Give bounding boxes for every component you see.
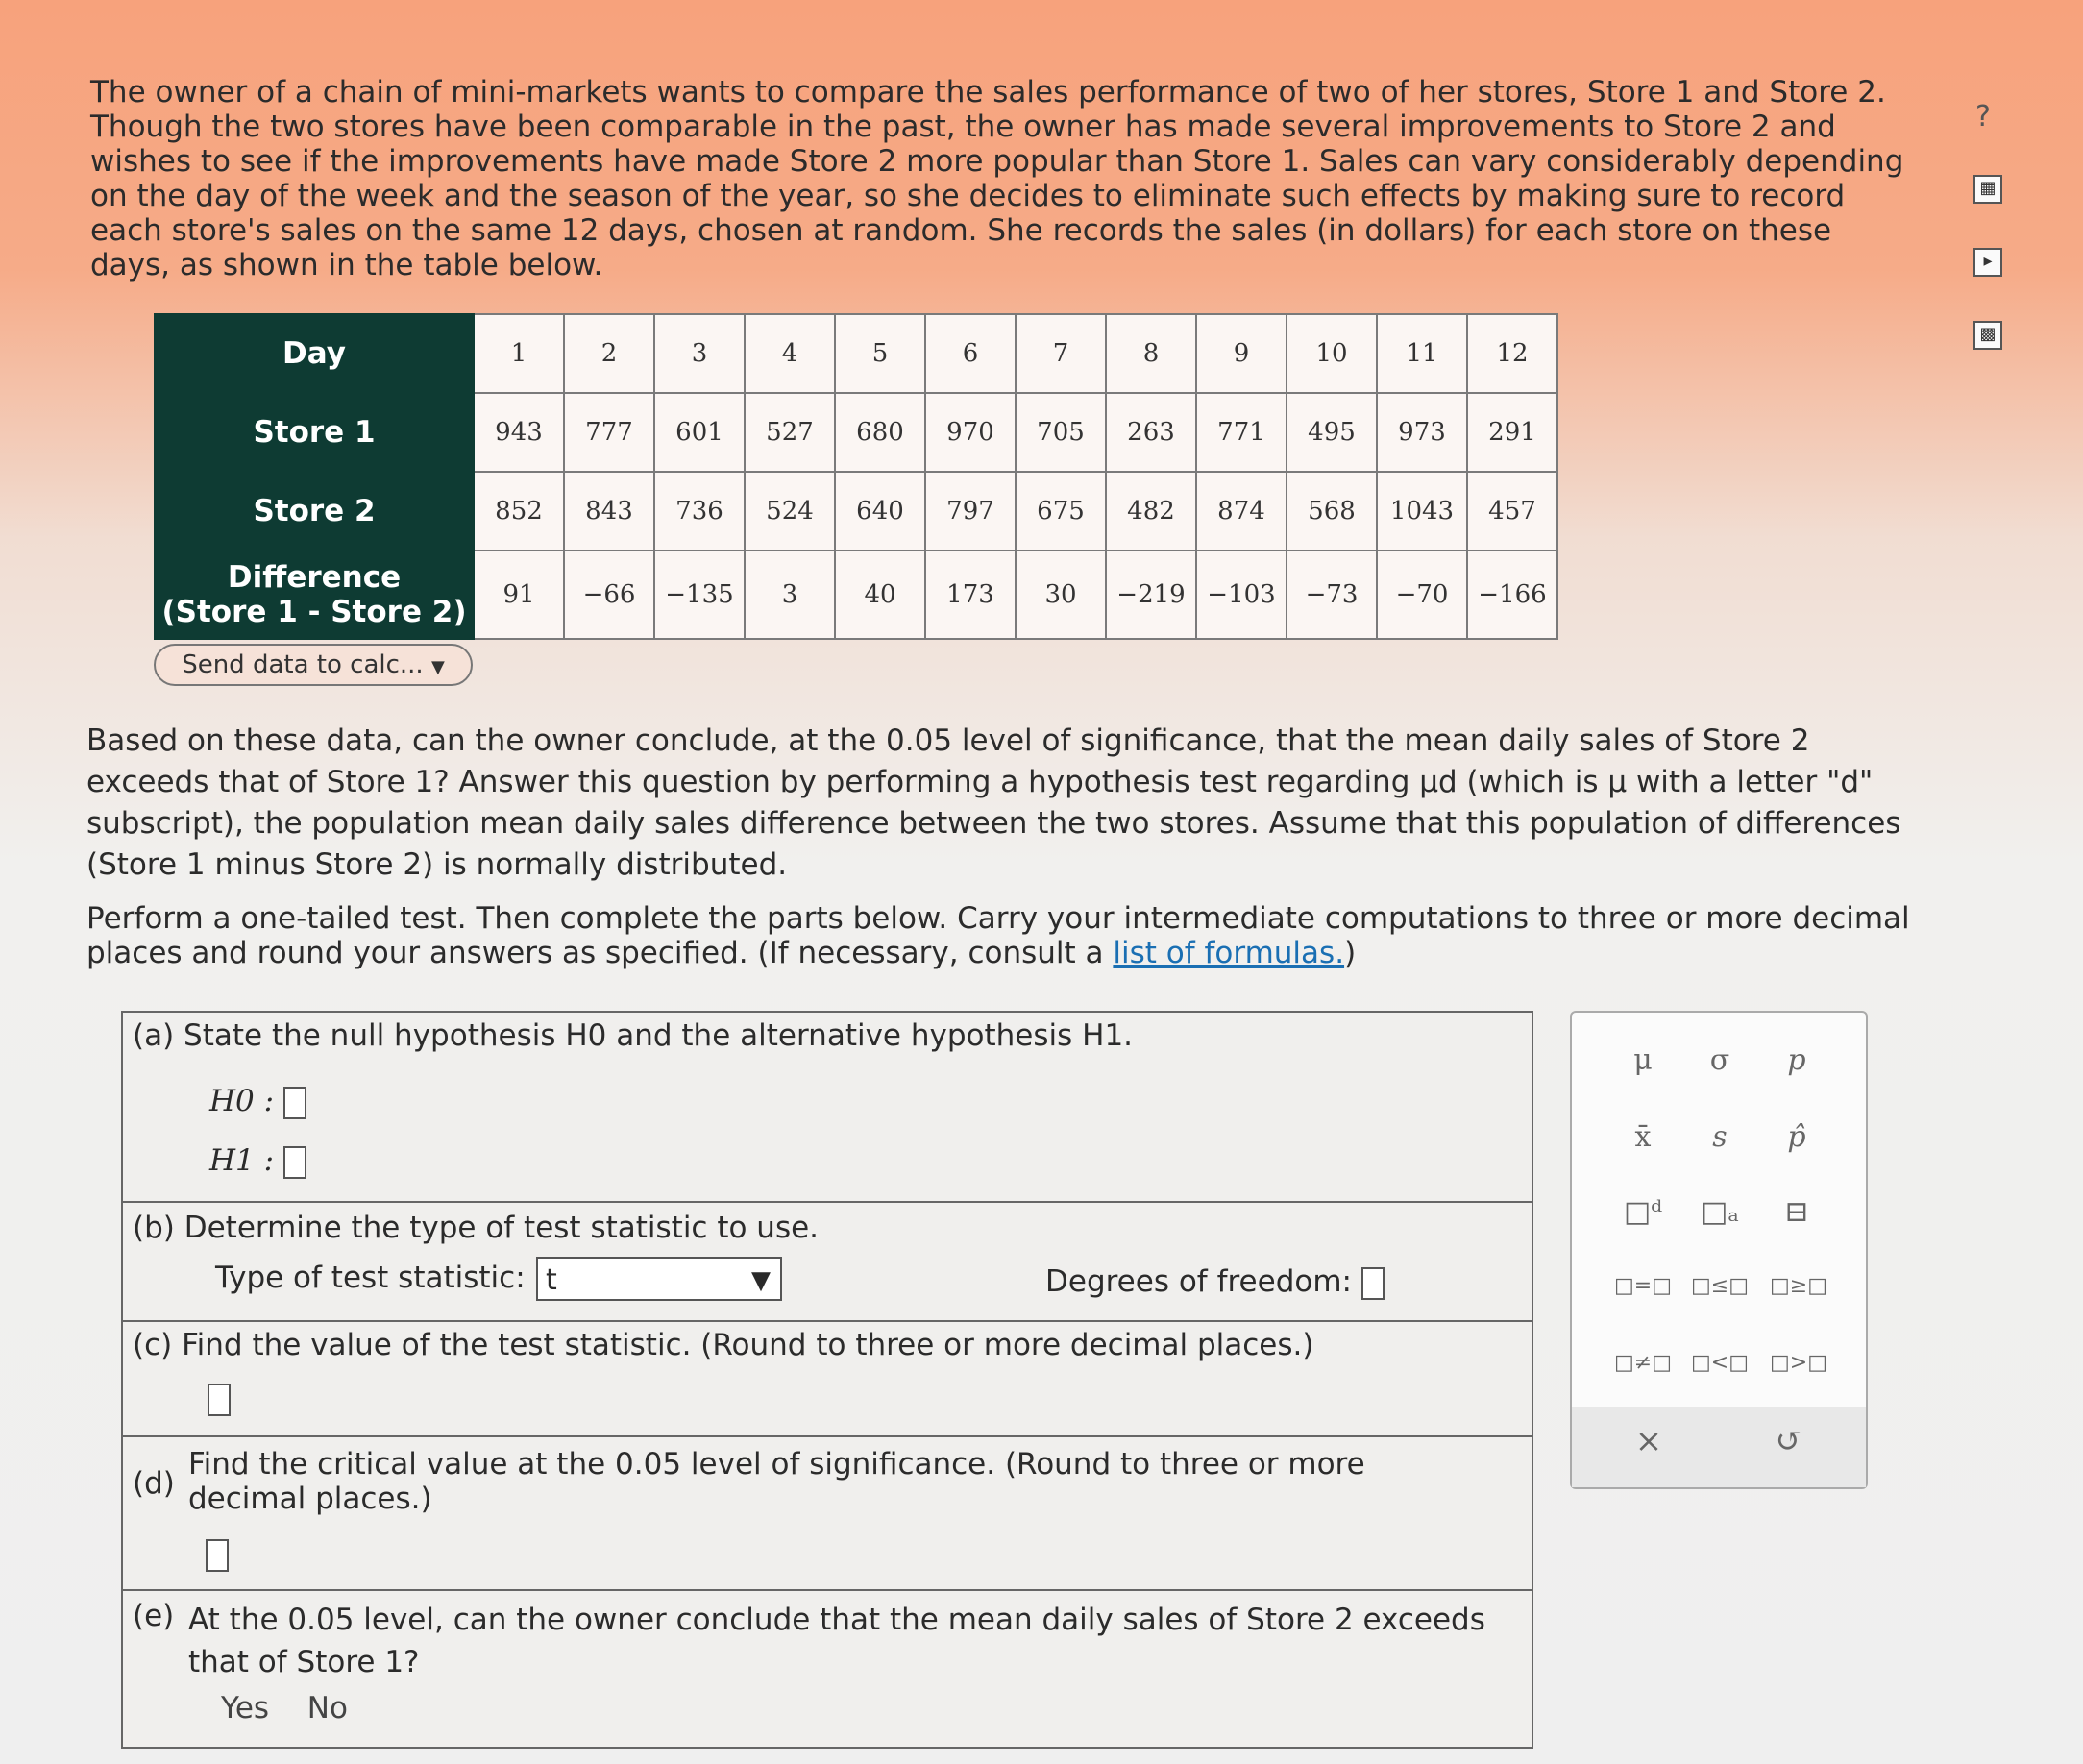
header-store1: Store 1 bbox=[155, 393, 474, 472]
store2-cell: 736 bbox=[654, 472, 745, 551]
store2-cell: 852 bbox=[474, 472, 564, 551]
part-b-text: Determine the type of test statistic to use. bbox=[184, 1211, 820, 1245]
test-statistic-select[interactable] bbox=[536, 1257, 782, 1301]
dropdown-arrow-icon: ▼ bbox=[751, 1266, 771, 1295]
day-cell: 8 bbox=[1106, 314, 1196, 393]
send-data-button[interactable] bbox=[154, 644, 473, 686]
symbol-palette bbox=[1570, 1011, 1868, 1489]
part-b bbox=[123, 1201, 1532, 1320]
part-e-label: (e) bbox=[133, 1599, 175, 1633]
day-cell: 10 bbox=[1287, 314, 1377, 393]
intro-text: The owner of a chain of mini-markets wants to compare the sales performance of two of her stores, Store 1 and Store 2. Though the two stores have been comparable in the past, the owner has made several improvements to Store 2 and wishes to see if the improvements have made Store 2 more popular than Store 1. Sales can vary considerably depending on the day of the week and the season of the year, so she decides to eliminate such effects by making sure to record each store's sales on the same 12 days, chosen at random. She records the sales (in dollars) for each store on these days, as shown in the table below. bbox=[90, 75, 1904, 282]
difference-cell: −135 bbox=[654, 551, 745, 639]
p-hat-button[interactable]: p̂ bbox=[1787, 1120, 1806, 1154]
store1-cell: 601 bbox=[654, 393, 745, 472]
store2-cell: 874 bbox=[1196, 472, 1287, 551]
calculator-icon[interactable]: ▦ bbox=[1973, 175, 2002, 204]
difference-cell: 91 bbox=[474, 551, 564, 639]
difference-cell: −219 bbox=[1106, 551, 1196, 639]
store1-cell: 495 bbox=[1287, 393, 1377, 472]
part-a-text: State the null hypothesis H0 and the alternative hypothesis H1. bbox=[184, 1018, 1134, 1053]
store1-cell: 943 bbox=[474, 393, 564, 472]
day-cell: 2 bbox=[564, 314, 654, 393]
difference-cell: 40 bbox=[835, 551, 925, 639]
store2-cell: 568 bbox=[1287, 472, 1377, 551]
store2-cell: 843 bbox=[564, 472, 654, 551]
day-cell: 5 bbox=[835, 314, 925, 393]
df-input[interactable] bbox=[1361, 1267, 1385, 1300]
store1-cell: 973 bbox=[1377, 393, 1467, 472]
send-data-label: Send data to calc... bbox=[182, 650, 424, 679]
store1-cell: 263 bbox=[1106, 393, 1196, 472]
store1-cell: 777 bbox=[564, 393, 654, 472]
part-c-label: (c) bbox=[133, 1328, 173, 1362]
day-cell: 6 bbox=[925, 314, 1016, 393]
difference-label: Difference bbox=[227, 560, 402, 595]
p-button[interactable]: p bbox=[1787, 1043, 1806, 1077]
video-icon[interactable]: ▸ bbox=[1973, 248, 2002, 277]
difference-cell: 3 bbox=[745, 551, 835, 639]
s-button[interactable]: s bbox=[1712, 1120, 1728, 1154]
test-type-label: Type of test statistic: bbox=[215, 1261, 526, 1295]
difference-cell: −70 bbox=[1377, 551, 1467, 639]
not-equal-button[interactable]: □≠□ bbox=[1613, 1351, 1672, 1375]
part-a-label: (a) bbox=[133, 1018, 175, 1053]
store1-cell: 970 bbox=[925, 393, 1016, 472]
store2-cell: 640 bbox=[835, 472, 925, 551]
clear-icon[interactable]: × bbox=[1634, 1422, 1663, 1460]
store2-cell: 675 bbox=[1016, 472, 1106, 551]
store1-cell: 291 bbox=[1467, 393, 1557, 472]
difference-cell: −66 bbox=[564, 551, 654, 639]
question-paragraph-2 bbox=[86, 901, 1931, 970]
greater-than-button[interactable]: □>□ bbox=[1769, 1351, 1827, 1375]
day-cell: 11 bbox=[1377, 314, 1467, 393]
part-a bbox=[123, 1013, 1532, 1201]
store1-cell: 771 bbox=[1196, 393, 1287, 472]
sigma-button[interactable]: σ bbox=[1709, 1043, 1730, 1077]
part-c-text: Find the value of the test statistic. (Round to three or more decimal places.) bbox=[182, 1328, 1314, 1362]
day-cell: 1 bbox=[474, 314, 564, 393]
header-store2: Store 2 bbox=[155, 472, 474, 551]
store1-cell: 527 bbox=[745, 393, 835, 472]
x-bar-button[interactable]: x̄ bbox=[1634, 1120, 1652, 1154]
part-c bbox=[123, 1320, 1532, 1435]
difference-cell: 30 bbox=[1016, 551, 1106, 639]
store2-cell: 797 bbox=[925, 472, 1016, 551]
question-p2-close: ) bbox=[1344, 936, 1357, 970]
no-option[interactable]: No bbox=[306, 1691, 348, 1726]
sales-table bbox=[154, 313, 1558, 640]
less-than-button[interactable]: □<□ bbox=[1690, 1351, 1749, 1375]
h1-input[interactable] bbox=[283, 1146, 306, 1179]
answer-panel bbox=[121, 1011, 1533, 1749]
greater-equal-button[interactable]: □≥□ bbox=[1769, 1274, 1827, 1298]
store2-cell: 482 bbox=[1106, 472, 1196, 551]
less-equal-button[interactable]: □≤□ bbox=[1690, 1274, 1749, 1298]
part-d-text: Find the critical value at the 0.05 level of significance. (Round to three or more decimal places.) bbox=[188, 1447, 1365, 1516]
h1-label: H1 : bbox=[209, 1143, 275, 1178]
header-day: Day bbox=[155, 314, 474, 393]
subscript-icon[interactable]: □ₐ bbox=[1701, 1195, 1739, 1229]
chevron-down-icon: ▼ bbox=[430, 657, 445, 677]
formulas-link[interactable]: list of formulas. bbox=[1113, 936, 1345, 970]
test-statistic-input[interactable] bbox=[208, 1384, 231, 1416]
fraction-icon[interactable]: ⊟ bbox=[1784, 1195, 1809, 1229]
help-icon[interactable]: ? bbox=[1975, 100, 1991, 134]
day-cell: 3 bbox=[654, 314, 745, 393]
store1-cell: 680 bbox=[835, 393, 925, 472]
critical-value-input[interactable] bbox=[206, 1539, 229, 1572]
part-b-label: (b) bbox=[133, 1211, 175, 1245]
difference-sublabel: (Store 1 - Store 2) bbox=[161, 595, 467, 629]
store1-cell: 705 bbox=[1016, 393, 1106, 472]
keyboard-icon[interactable]: ▩ bbox=[1973, 321, 2002, 350]
store2-cell: 524 bbox=[745, 472, 835, 551]
store2-cell: 457 bbox=[1467, 472, 1557, 551]
part-e-text: At the 0.05 level, can the owner conclude that the mean daily sales of Store 2 exceeds that of Store 1? bbox=[188, 1603, 1485, 1679]
part-d bbox=[123, 1435, 1532, 1589]
undo-icon[interactable]: ↺ bbox=[1775, 1422, 1803, 1460]
difference-cell: −73 bbox=[1287, 551, 1377, 639]
day-cell: 4 bbox=[745, 314, 835, 393]
h0-label: H0 : bbox=[209, 1084, 275, 1118]
mu-button[interactable]: μ bbox=[1633, 1043, 1653, 1077]
difference-cell: 173 bbox=[925, 551, 1016, 639]
part-d-label: (d) bbox=[133, 1466, 175, 1501]
palette-footer bbox=[1572, 1407, 1866, 1487]
difference-cell: −166 bbox=[1467, 551, 1557, 639]
part-e bbox=[123, 1589, 1532, 1747]
equals-button[interactable]: □=□ bbox=[1613, 1274, 1672, 1298]
day-cell: 12 bbox=[1467, 314, 1557, 393]
yes-option[interactable]: Yes bbox=[221, 1691, 270, 1726]
h0-input[interactable] bbox=[283, 1087, 306, 1119]
test-statistic-value: t bbox=[546, 1263, 557, 1297]
day-cell: 9 bbox=[1196, 314, 1287, 393]
header-difference bbox=[155, 551, 474, 639]
difference-cell: −103 bbox=[1196, 551, 1287, 639]
day-cell: 7 bbox=[1016, 314, 1106, 393]
df-label: Degrees of freedom: bbox=[1045, 1264, 1352, 1299]
store2-cell: 1043 bbox=[1377, 472, 1467, 551]
superscript-icon[interactable]: □ᵈ bbox=[1623, 1195, 1663, 1229]
question-paragraph-1: Based on these data, can the owner conclude, at the 0.05 level of significance, that the mean daily sales of Store 2 exceeds that of Store 1? Answer this question by performing a hypothesis test regarding μd (which is μ with a letter "d" subscript), the population mean daily sales difference between the two stores. Assume that this population of differences (Store 1 minus Store 2) is normally distributed. bbox=[86, 723, 1901, 882]
question-p2-text: Perform a one-tailed test. Then complete the parts below. Carry your intermediate computations to three or more decimal places and round your answers as specified. (If necessary, consult a bbox=[86, 901, 1910, 970]
